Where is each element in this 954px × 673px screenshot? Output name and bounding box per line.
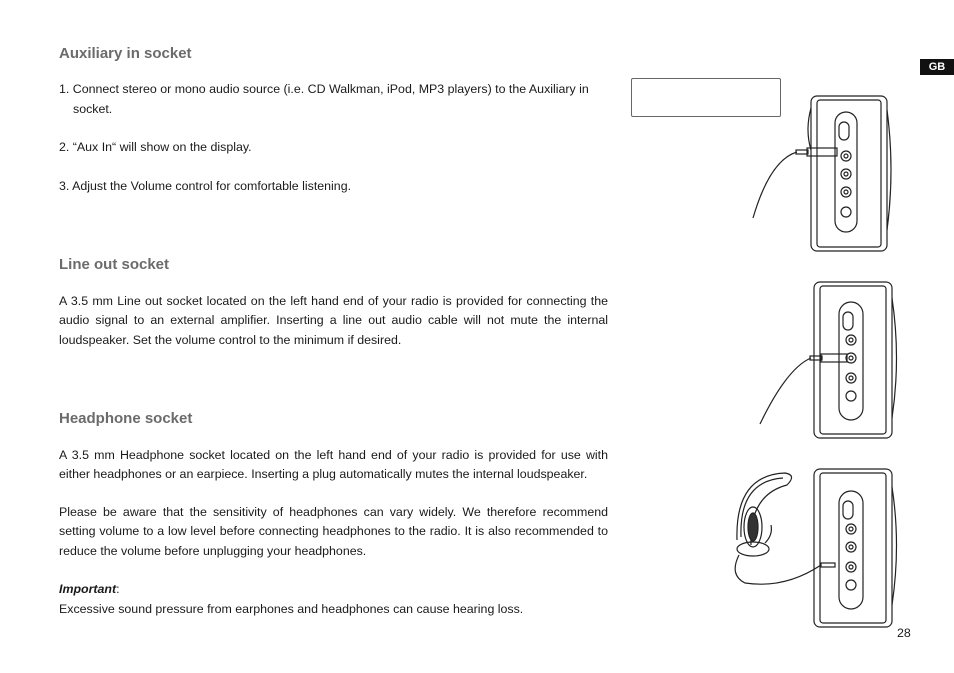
important-label-line bbox=[59, 580, 120, 599]
aux-heading: Auxiliary in socket bbox=[59, 45, 192, 62]
lineout-heading: Line out socket bbox=[59, 256, 170, 273]
radio-headphone-illustration bbox=[725, 465, 900, 633]
aux-step-1-line-2: socket. bbox=[73, 102, 113, 116]
radio-lineout-illustration bbox=[755, 278, 900, 443]
language-badge: GB bbox=[920, 59, 954, 75]
aux-step-3: 3. Adjust the Volume control for comfortable listening. bbox=[59, 179, 352, 193]
lineout-paragraph: A 3.5 mm Line out socket located on the left hand end of your radio is provided for connecting the audio signal to an external amplifier. Inserting a line out audio cable will not mute the internal loudspeaker. Set the volume control to the minimum if desired. bbox=[59, 294, 608, 347]
aux-step-1-line-1: 1. Connect stereo or mono audio source (i.e. CD Walkman, iPod, MP3 players) to the Auxiliary in bbox=[59, 82, 589, 96]
radio-aux-illustration bbox=[750, 90, 900, 255]
headphone-paragraph-2: Please be aware that the sensitivity of headphones can vary widely. We therefore recommend setting volume to a low level before connecting headphones to the radio. It is also recommended to reduce the volume before unplugging your headphones. bbox=[59, 505, 608, 558]
headphone-paragraph-1: A 3.5 mm Headphone socket located on the left hand end of your radio is provided for use with either headphones or an earpiece. Inserting a plug automatically mutes the internal loudspeaker. bbox=[59, 448, 608, 482]
page-number: 28 bbox=[897, 626, 911, 640]
important-label: Important bbox=[59, 582, 117, 596]
important-colon: : bbox=[116, 582, 120, 596]
hearing-warning: Excessive sound pressure from earphones and headphones can cause hearing loss. bbox=[59, 602, 524, 616]
headphone-heading: Headphone socket bbox=[59, 410, 193, 427]
aux-step-2: 2. “Aux In“ will show on the display. bbox=[59, 140, 252, 154]
